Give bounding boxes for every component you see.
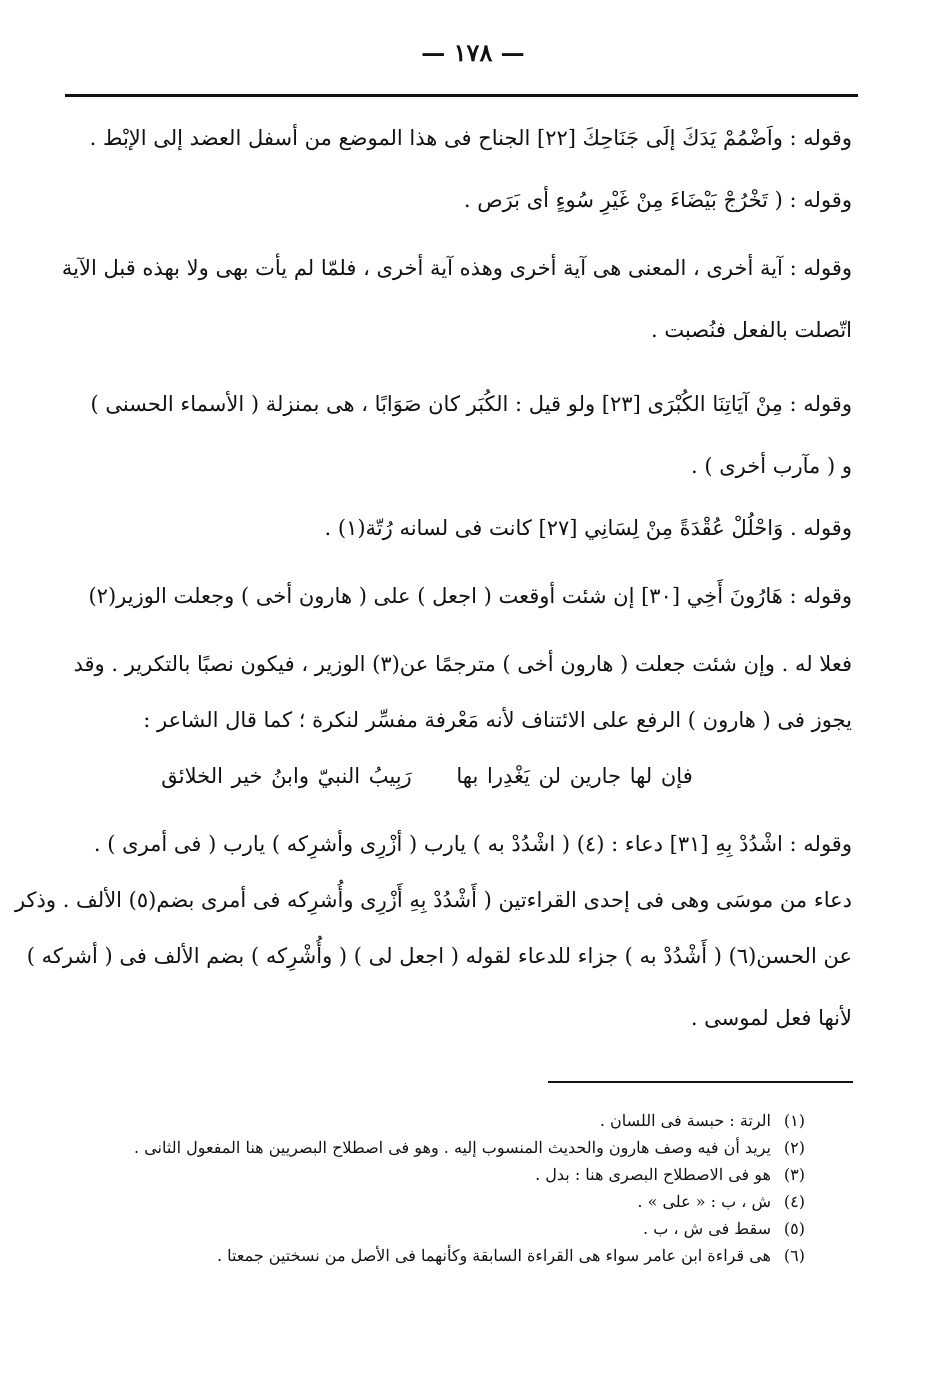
footnotes <box>100 1107 805 1269</box>
header-rule <box>65 94 858 97</box>
footnote-text: سقط فى ش ، ب . <box>643 1219 771 1238</box>
footnote-number: (٤) <box>783 1192 805 1211</box>
footnote-text: هى قراءة ابن عامر سواء هى القراءة السابقة وكأنهما فى الأصل من نسختين جمعتا . <box>216 1246 771 1265</box>
body-text <box>14 122 852 1035</box>
text-line: اتّصلت بالفعل فنُصبت . <box>650 318 852 342</box>
text-line: لأنها فعل لموسى . <box>690 1006 852 1030</box>
poetry-verse <box>62 760 852 793</box>
footnote-text: الرتة : حبسة فى اللسان . <box>599 1111 771 1130</box>
footnote <box>100 1242 805 1269</box>
footnote <box>100 1188 805 1215</box>
footnote-number: (٥) <box>783 1219 805 1238</box>
footnote-number: (١) <box>783 1111 805 1130</box>
footnote-rule <box>548 1081 853 1083</box>
footnote <box>100 1134 805 1161</box>
verse-first-hemistich: فإن لها جارين لن يَغْدِرا بها <box>456 764 693 788</box>
footnote <box>100 1215 805 1242</box>
footnote-text: ش ، ب : « على » . <box>637 1192 771 1211</box>
text-line: وقوله : هَارُونَ أَخِي [٣٠] إن شئت أوقعت ( اجعل ) على ( هارون أخى ) وجعلت الوزير(٢) <box>88 584 852 608</box>
text-line: و ( مآرب أخرى ) . <box>691 454 852 478</box>
text-line: وقوله : مِنْ آيَاتِنَا الكُبْرَى [٢٣] ولو قيل : الكُبَر كان صَوَابًا ، هى بمنزلة ( الأسماء الحسنى ) <box>90 392 852 416</box>
text-line: وقوله : ( تَخْرُجْ بَيْضَاءَ مِنْ غَيْرِ سُوءٍ أى بَرَص . <box>463 188 852 212</box>
text-line: وقوله . وَاحْلُلْ عُقْدَةً مِنْ لِسَانِي [٢٧] كانت فى لسانه رُتّة(١) . <box>324 516 852 540</box>
footnote-text: هو فى الاصطلاح البصرى هنا : بدل . <box>535 1165 771 1184</box>
footnote-text: يريد أن فيه وصف هارون والحديث المنسوب إليه . وهو فى اصطلاح البصريين هنا المفعول الثانى . <box>134 1138 771 1157</box>
text-line: عن الحسن(٦) ( أَشْدُدْ به ) جزاء للدعاء لقوله ( اجعل لى ) ( وأُشْرِكه ) بضم الألف فى ( أشركه ) <box>26 944 852 968</box>
verse-second-hemistich: رَبِيبُ النبيّ وابنُ خير الخلائق <box>161 764 412 788</box>
footnote-number: (٦) <box>783 1246 805 1265</box>
text-line: فعلا له . وإن شئت جعلت ( هارون أخى ) مترجمًا عن(٣) الوزير ، فيكون نصبًا بالتكرير . وقد <box>73 652 852 676</box>
text-line: وقوله : واَضْمُمْ يَدَكَ إلَى جَنَاحِكَ [٢٢] الجناح فى هذا الموضع من أسفل العضد إلى الإبْط . <box>89 126 852 150</box>
footnote <box>100 1161 805 1188</box>
text-line: يجوز فى ( هارون ) الرفع على الائتناف لأنه مَعْرفة مفسِّر لنكرة ؛ كما قال الشاعر : <box>143 708 852 732</box>
text-line: دعاء من موسَى وهى فى إحدى القراءتين ( أَشْدُدْ بِهِ أَزْرِى وأُشرِكه فى أمرى بضم(٥) الألف . وذكر <box>14 888 852 912</box>
footnote-number: (٢) <box>783 1138 805 1157</box>
text-line: وقوله : اشْدُدْ بِهِ [٣١] دعاء : (٤) ( اشْدُدْ به ) يارب ( أزْرِى وأشرِكه ) يارب ( فى أمرى ) . <box>93 832 852 856</box>
footnote-number: (٣) <box>783 1165 805 1184</box>
footnote <box>100 1107 805 1134</box>
text-line: وقوله : آية أخرى ، المعنى هى آية أخرى وهذه آية أخرى ، فلمّا لم يأت بهى ولا بهذه قبل الآية <box>61 256 852 280</box>
page-number: — ١٧٨ — <box>421 38 525 67</box>
